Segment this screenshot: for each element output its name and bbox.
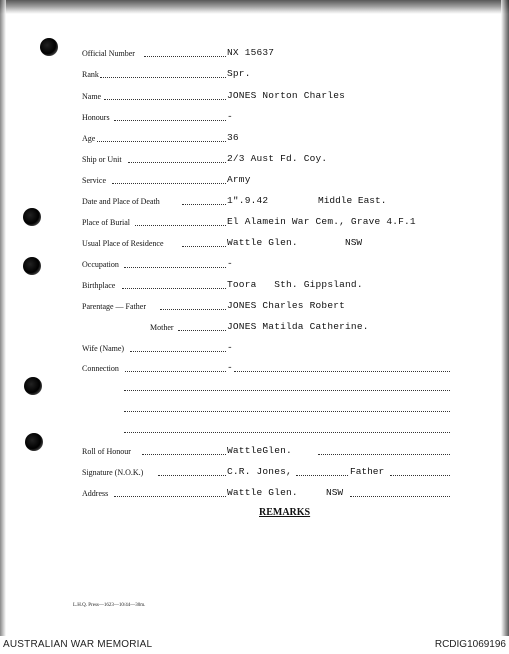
field-label: Service: [82, 176, 106, 185]
field-date-place-of-death: [0, 195, 509, 211]
dotted-leader: [114, 496, 226, 497]
field-wife-name: [0, 342, 509, 358]
field-value: -: [227, 362, 233, 373]
field-label: Date and Place of Death: [82, 197, 160, 206]
field-value-secondary: Father: [350, 466, 385, 477]
field-label: Rank: [82, 70, 99, 79]
punch-hole-4: [24, 377, 42, 395]
dotted-leader: [390, 475, 450, 476]
dotted-leader: [114, 120, 226, 121]
field-label: Occupation: [82, 260, 119, 269]
field-value: Army: [227, 174, 251, 185]
dotted-leader: [142, 454, 226, 455]
field-address: [0, 487, 509, 503]
field-value: JONES Matilda Catherine.: [227, 321, 369, 332]
field-label: Roll of Honour: [82, 447, 131, 456]
print-code: L.H.Q. Press—1623—10/44—30m.: [73, 603, 146, 608]
dotted-leader: [182, 204, 226, 205]
remarks-heading: REMARKS: [259, 507, 311, 518]
field-value: El Alamein War Cem., Grave 4.F.1: [227, 216, 416, 227]
field-label: Official Number: [82, 49, 135, 58]
field-birthplace: [0, 279, 509, 295]
field-value-secondary: NSW: [326, 487, 344, 498]
field-label: Place of Burial: [82, 218, 130, 227]
field-value: 2/3 Aust Fd. Coy.: [227, 153, 328, 164]
field-value: JONES Norton Charles: [227, 90, 346, 101]
field-value: -: [227, 342, 233, 353]
field-label: Wife (Name): [82, 344, 125, 353]
field-label: Connection: [82, 364, 119, 373]
field-value: Toora Sth. Gippsland.: [227, 279, 363, 290]
dotted-leader: [104, 99, 226, 100]
field-value: Wattle Glen.: [227, 237, 298, 248]
field-label: Age: [82, 134, 96, 143]
field-honours: [0, 111, 509, 127]
field-label: Address: [82, 489, 109, 498]
dotted-leader: [124, 267, 226, 268]
dotted-leader: [125, 371, 226, 372]
field-service: [0, 174, 509, 190]
dotted-leader: [144, 56, 226, 57]
field-label: Signature (N.O.K.): [82, 468, 144, 477]
field-value: Wattle Glen.: [227, 487, 298, 498]
field-value: -: [227, 258, 233, 269]
field-signature-nok: [0, 466, 509, 482]
dotted-leader: [122, 288, 226, 289]
dotted-leader: [112, 183, 226, 184]
footer-institution: AUSTRALIAN WAR MEMORIAL: [3, 639, 153, 650]
dotted-leader: [160, 309, 226, 310]
field-value: Spr.: [227, 68, 251, 79]
field-usual-residence: [0, 237, 509, 253]
dotted-leader: [128, 162, 226, 163]
field-label: Usual Place of Residence: [82, 239, 164, 248]
field-ship-or-unit: [0, 153, 509, 169]
field-value: WattleGlen.: [227, 445, 292, 456]
field-label: Ship or Unit: [82, 155, 122, 164]
field-value-secondary: NSW: [345, 237, 363, 248]
field-name: [0, 90, 509, 106]
field-value: 1".9.42: [227, 195, 269, 206]
dotted-leader: [158, 475, 226, 476]
dotted-leader: [234, 371, 450, 372]
dotted-leader: [318, 454, 450, 455]
field-parentage-mother: [0, 321, 509, 337]
dotted-leader: [97, 141, 226, 142]
field-value: NX 15637: [227, 47, 275, 58]
field-value: 36: [227, 132, 239, 143]
field-official-number: [0, 47, 509, 63]
field-label: Honours: [82, 113, 110, 122]
field-label: Mother: [150, 323, 174, 332]
blank-line: [124, 390, 450, 391]
dotted-leader: [130, 351, 226, 352]
scan-edge-top: [0, 0, 509, 14]
field-connection: [0, 362, 509, 378]
field-label: Name: [82, 92, 102, 101]
field-age: [0, 132, 509, 148]
field-occupation: [0, 258, 509, 274]
dotted-leader: [182, 246, 226, 247]
field-parentage-father: [0, 300, 509, 316]
dotted-leader: [100, 77, 226, 78]
field-label: Parentage — Father: [82, 302, 146, 311]
dotted-leader: [178, 330, 226, 331]
footer-record-id: RCDIG1069196: [434, 639, 506, 650]
dotted-leader: [350, 496, 450, 497]
field-value: C.R. Jones,: [227, 466, 292, 477]
dotted-leader: [135, 225, 226, 226]
blank-line: [124, 411, 450, 412]
field-roll-of-honour: [0, 445, 509, 461]
field-place-of-burial: [0, 216, 509, 232]
field-label: Birthplace: [82, 281, 116, 290]
field-rank: [0, 68, 509, 84]
dotted-leader: [296, 475, 348, 476]
footer-bar: [0, 636, 509, 654]
field-value: -: [227, 111, 233, 122]
blank-line: [124, 432, 450, 433]
field-value: JONES Charles Robert: [227, 300, 346, 311]
field-value-secondary: Middle East.: [318, 195, 387, 206]
